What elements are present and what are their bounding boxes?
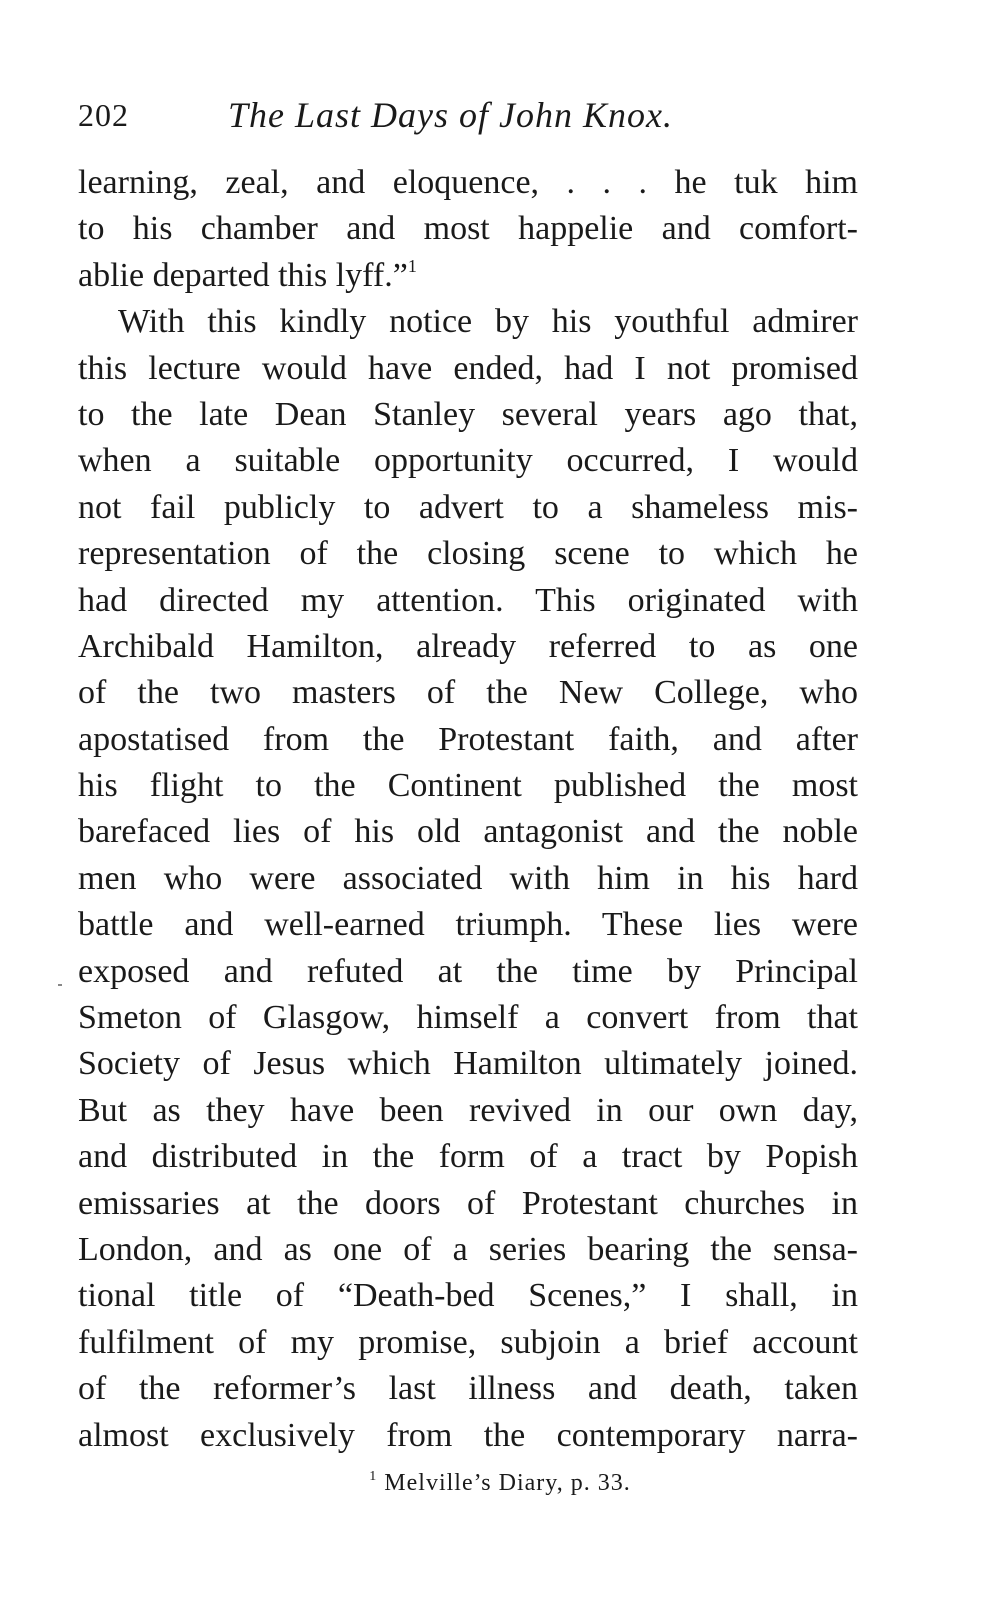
text-line: But as they have been revived in our own day, — [78, 1091, 858, 1129]
text-line: his flight to the Continent published the most — [78, 767, 858, 805]
text-line: learning, zeal, and eloquence, . . . he tuk him — [78, 164, 858, 201]
text-line: representation of the closing scene to which he — [78, 535, 858, 573]
footnote — [0, 1470, 1000, 1497]
text-line: to the late Dean Stanley several years ago that, — [78, 395, 858, 433]
text-line: fulfilment of my promise, subjoin a brief account — [78, 1323, 858, 1361]
text-line: to his chamber and most happelie and comfort- — [78, 210, 858, 248]
text-line: and distributed in the form of a tract by Popish — [78, 1138, 858, 1176]
paragraph-start-line: With this kindly notice by his youthful admirer — [118, 303, 858, 341]
text-line: tional title of “Death-bed Scenes,” I shall, in — [78, 1277, 858, 1315]
text-line: apostatised from the Protestant faith, and after — [78, 720, 858, 758]
text-line: battle and well-earned triumph. These lies were — [78, 906, 858, 944]
margin-speck — [58, 984, 62, 986]
body-text — [78, 160, 858, 1459]
footnote-marker: 1 — [369, 1469, 378, 1484]
text-line: Society of Jesus which Hamilton ultimately joined. — [78, 1045, 858, 1083]
text-line: emissaries at the doors of Protestant churches in — [78, 1184, 858, 1222]
running-title: The Last Days of John Knox. — [228, 95, 673, 135]
text-line: had directed my attention. This originated with — [78, 581, 858, 619]
footnote-text: Melville’s Diary, p. 33. — [384, 1470, 631, 1496]
text-line: men who were associated with him in his hard — [78, 859, 858, 897]
page-number: 202 — [78, 97, 129, 133]
page-header — [78, 90, 858, 140]
text-line: Archibald Hamilton, already referred to as one — [78, 627, 858, 665]
text-line: when a suitable opportunity occurred, I would — [78, 442, 858, 480]
text-line-content: ablie departed this lyff.” — [78, 256, 408, 294]
text-line: barefaced lies of his old antagonist and the noble — [78, 813, 858, 851]
footnote-reference: 1 — [407, 255, 417, 276]
text-line — [78, 253, 858, 299]
text-line: of the reformer’s last illness and death, taken — [78, 1370, 858, 1408]
text-line: almost exclusively from the contemporary narra- — [78, 1416, 858, 1454]
text-line: Smeton of Glasgow, himself a convert from that — [78, 999, 858, 1037]
text-line: London, and as one of a series bearing the sensa- — [78, 1230, 858, 1268]
text-line: not fail publicly to advert to a shameless mis- — [78, 488, 858, 526]
text-line: exposed and refuted at the time by Principal — [78, 952, 858, 990]
text-line: of the two masters of the New College, who — [78, 674, 858, 712]
text-line: this lecture would have ended, had I not promised — [78, 349, 858, 387]
